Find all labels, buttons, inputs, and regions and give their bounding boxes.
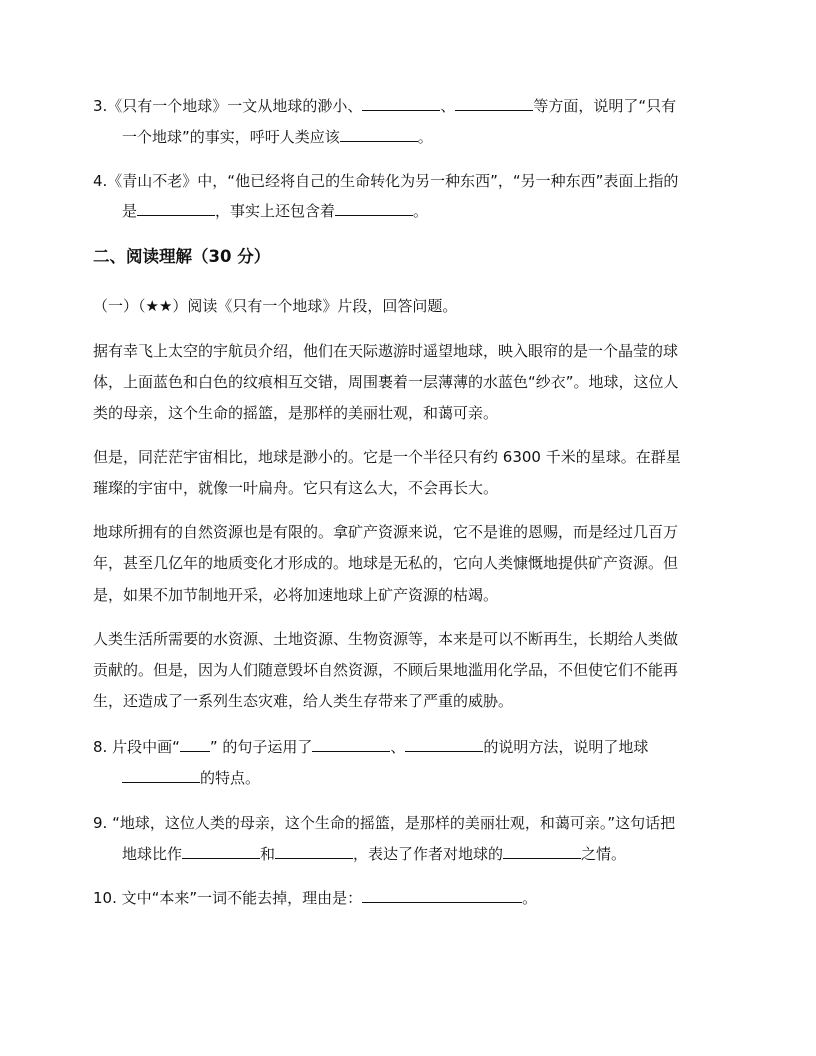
answer-blank[interactable] [275, 844, 353, 859]
section-2-heading: 二、阅读理解（30 分） [93, 247, 271, 266]
passage-p2-line-1: 但是，同茫茫宇宙相比，地球是渺小的。它是一个半径只有约 6300 千米的星球。在群星 [93, 448, 681, 466]
question-10-line [93, 887, 537, 909]
answer-blank[interactable] [340, 127, 418, 142]
question-9-line-1: 9. “地球，这位人类的母亲，这个生命的摇篮，是那样的美丽壮观，和蔼可亲。”这句话把 [93, 814, 676, 832]
answer-blank[interactable] [182, 844, 260, 859]
question-8-text-d: 的特点。 [200, 769, 261, 787]
passage-p4-line-1: 人类生活所需要的水资源、土地资源、生物资源等，本来是可以不断再生，长期给人类做 [93, 630, 679, 648]
question-9-text-b: ，表达了作者对地球的 [353, 845, 504, 863]
passage-p2-line-2: 璀璨的宇宙中，就像一叶扁舟。它只有这么大，不会再长大。 [93, 479, 499, 497]
question-4-line-2 [122, 200, 428, 222]
answer-blank[interactable] [122, 768, 200, 783]
question-4-text-a: 是 [122, 202, 138, 220]
question-8-separator: 、 [390, 738, 406, 756]
answer-blank[interactable] [455, 96, 533, 111]
question-3-text-c: 一个地球”的事实，呼吁人类应该 [122, 128, 340, 146]
question-3-line-1 [93, 95, 676, 117]
passage-p1-line-2: 体，上面蓝色和白色的纹痕相互交错，周围裹着一层薄薄的水蓝色“纱衣”。地球，这位人 [93, 373, 679, 391]
question-8-text-b: ” 的句子运用了 [209, 738, 313, 756]
question-4-line-1 [93, 170, 678, 192]
question-9-and: 和 [260, 845, 276, 863]
passage-p4-line-3: 生，还造成了一系列生态灾难，给人类生存带来了严重的威胁。 [93, 692, 514, 710]
answer-blank[interactable] [137, 201, 215, 216]
passage-p3-line-1: 地球所拥有的自然资源也是有限的。拿矿产资源来说，它不是谁的恩赐，而是经过几百万 [93, 523, 679, 541]
passage-p4-line-2: 贡献的。但是，因为人们随意毁坏自然资源，不顾后果地滥用化学品，不但使它们不能再 [93, 661, 679, 679]
question-9-line-2 [122, 843, 626, 865]
question-3-line-2 [122, 126, 433, 148]
question-3-text-b: 等方面，说明了“只有 [533, 97, 677, 115]
question-9-end: 之情。 [581, 845, 627, 863]
question-4-end: 。 [413, 202, 429, 220]
passage-p1-line-3: 类的母亲，这个生命的摇篮，是那样的美丽壮观，和蔼可亲。 [93, 404, 499, 422]
question-9-text-a: 地球比作 [122, 845, 183, 863]
question-4-text-b: ，事实上还包含着 [215, 202, 336, 220]
question-8-text-c: 的说明方法，说明了地球 [483, 738, 649, 756]
question-4-text: 4.《青山不老》中，“他已经将自己的生命转化为另一种东西”，“另一种东西”表面上指的 [93, 172, 679, 190]
question-3-text-a: 3.《只有一个地球》一文从地球的渺小、 [93, 97, 363, 115]
question-10-end: 。 [522, 889, 538, 907]
question-8-text-a: 8. 片段中画“ [93, 738, 180, 756]
question-8-line-1 [93, 736, 648, 758]
answer-blank[interactable] [405, 737, 483, 752]
question-3-separator: 、 [440, 97, 456, 115]
answer-blank[interactable] [362, 888, 522, 903]
answer-blank[interactable] [335, 201, 413, 216]
question-8-line-2 [122, 767, 260, 789]
underline-mark [180, 737, 210, 752]
passage-intro: （一）（★★）阅读《只有一个地球》片段，回答问题。 [93, 297, 458, 315]
answer-blank[interactable] [503, 844, 581, 859]
answer-blank[interactable] [362, 96, 440, 111]
passage-p1-line-1: 据有幸飞上太空的宇航员介绍，他们在天际遨游时遥望地球，映入眼帘的是一个晶莹的球 [93, 342, 679, 360]
passage-p3-line-3: 是，如果不加节制地开采，必将加速地球上矿产资源的枯竭。 [93, 586, 499, 604]
question-10-text: 10. 文中“本来”一词不能去掉，理由是： [93, 889, 363, 907]
question-3-end: 。 [417, 128, 433, 146]
passage-p3-line-2: 年，甚至几亿年的地质变化才形成的。地球是无私的，它向人类慷慨地提供矿产资源。但 [93, 554, 679, 572]
answer-blank[interactable] [312, 737, 390, 752]
